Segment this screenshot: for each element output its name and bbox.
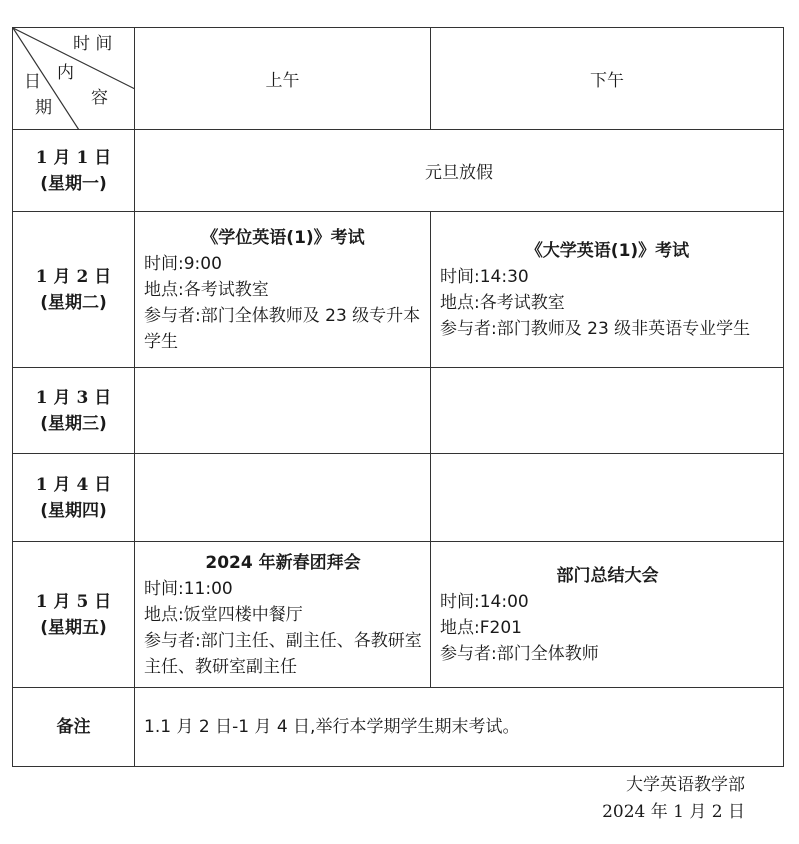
- people-value: 部门主任、副主任、各教研室主任、教研室副主任: [144, 630, 422, 677]
- schedule-row: [13, 212, 784, 368]
- date-text: 1 月 4 日: [35, 474, 112, 495]
- event-time: [144, 576, 422, 602]
- event-cell-am-empty: [135, 454, 431, 542]
- header-row: [13, 28, 784, 130]
- place-label: 地点:: [440, 617, 480, 638]
- remarks-label: 备注: [13, 688, 135, 767]
- weekday-text: (星期二): [40, 292, 107, 313]
- date-cell: [13, 454, 135, 542]
- schedule-row: [13, 368, 784, 454]
- date-cell: [13, 542, 135, 688]
- event-cell-pm-empty: [431, 454, 784, 542]
- footer-date: 2024 年 1 月 2 日: [602, 802, 745, 822]
- place-value: 饭堂四楼中餐厅: [183, 604, 303, 625]
- holiday-cell: 元旦放假: [135, 130, 784, 212]
- people-label: 参与者:: [144, 305, 201, 326]
- event-time: [440, 589, 775, 615]
- event-people: [144, 303, 422, 355]
- event-cell-am: [135, 212, 431, 368]
- header-time-label: 时 间: [73, 34, 113, 54]
- event-cell-pm: [431, 542, 784, 688]
- weekday-text: (星期一): [40, 173, 107, 194]
- event-people: [440, 316, 775, 342]
- schedule-row: [13, 130, 784, 212]
- date-text: 1 月 5 日: [35, 591, 112, 612]
- date-text: 1 月 2 日: [35, 266, 112, 287]
- event-cell-am-empty: [135, 368, 431, 454]
- header-morning: 上午: [135, 28, 431, 130]
- time-value: 14:30: [479, 266, 529, 287]
- people-value: 部门全体教师: [496, 643, 599, 664]
- event-cell-pm-empty: [431, 368, 784, 454]
- schedule-row: [13, 542, 784, 688]
- weekday-text: (星期四): [40, 500, 107, 521]
- event-time: [440, 264, 775, 290]
- place-value: 各考试教室: [183, 279, 269, 300]
- time-value: 14:00: [479, 591, 529, 612]
- time-label: 时间:: [144, 578, 184, 599]
- date-text: 1 月 3 日: [35, 387, 112, 408]
- date-cell: [13, 212, 135, 368]
- event-place: [440, 290, 775, 316]
- event-title: 2024 年新春团拜会: [205, 552, 361, 573]
- header-afternoon: 下午: [431, 28, 784, 130]
- place-label: 地点:: [144, 279, 184, 300]
- remarks-text: 1.1 月 2 日-1 月 4 日,举行本学期学生期末考试。: [135, 688, 784, 767]
- time-label: 时间:: [440, 591, 480, 612]
- people-label: 参与者:: [144, 630, 201, 651]
- header-date-label-2: 期: [35, 98, 52, 118]
- time-value: 9:00: [183, 253, 222, 274]
- event-title: 部门总结大会: [556, 565, 659, 586]
- header-content-label-2: 容: [91, 88, 108, 108]
- date-cell: [13, 130, 135, 212]
- event-cell-am: [135, 542, 431, 688]
- people-value: 部门全体教师及 23 级专升本学生: [144, 305, 421, 352]
- date-text: 1 月 1 日: [35, 147, 112, 168]
- diagonal-header-cell: [13, 28, 135, 130]
- remarks-row: [13, 688, 784, 767]
- people-label: 参与者:: [440, 318, 497, 339]
- schedule-table: [12, 27, 784, 767]
- header-date-label-1: 日: [24, 72, 41, 92]
- event-people: [440, 641, 775, 667]
- people-label: 参与者:: [440, 643, 497, 664]
- event-title: 《学位英语(1)》考试: [201, 227, 365, 248]
- event-place: [144, 277, 422, 303]
- place-label: 地点:: [440, 292, 480, 313]
- event-place: [440, 615, 775, 641]
- weekday-text: (星期三): [40, 413, 107, 434]
- event-title: 《大学英语(1)》考试: [525, 240, 690, 261]
- schedule-row: [13, 454, 784, 542]
- event-place: [144, 602, 422, 628]
- event-cell-pm: [431, 212, 784, 368]
- people-value: 部门教师及 23 级非英语专业学生: [496, 318, 751, 339]
- time-value: 11:00: [183, 578, 233, 599]
- time-label: 时间:: [440, 266, 480, 287]
- event-time: [144, 251, 422, 277]
- place-label: 地点:: [144, 604, 184, 625]
- date-cell: [13, 368, 135, 454]
- time-label: 时间:: [144, 253, 184, 274]
- place-value: F201: [479, 617, 522, 638]
- header-content-label-1: 内: [57, 63, 74, 83]
- weekday-text: (星期五): [40, 617, 107, 638]
- footer-department: 大学英语教学部: [626, 775, 745, 795]
- event-people: [144, 628, 422, 680]
- place-value: 各考试教室: [479, 292, 565, 313]
